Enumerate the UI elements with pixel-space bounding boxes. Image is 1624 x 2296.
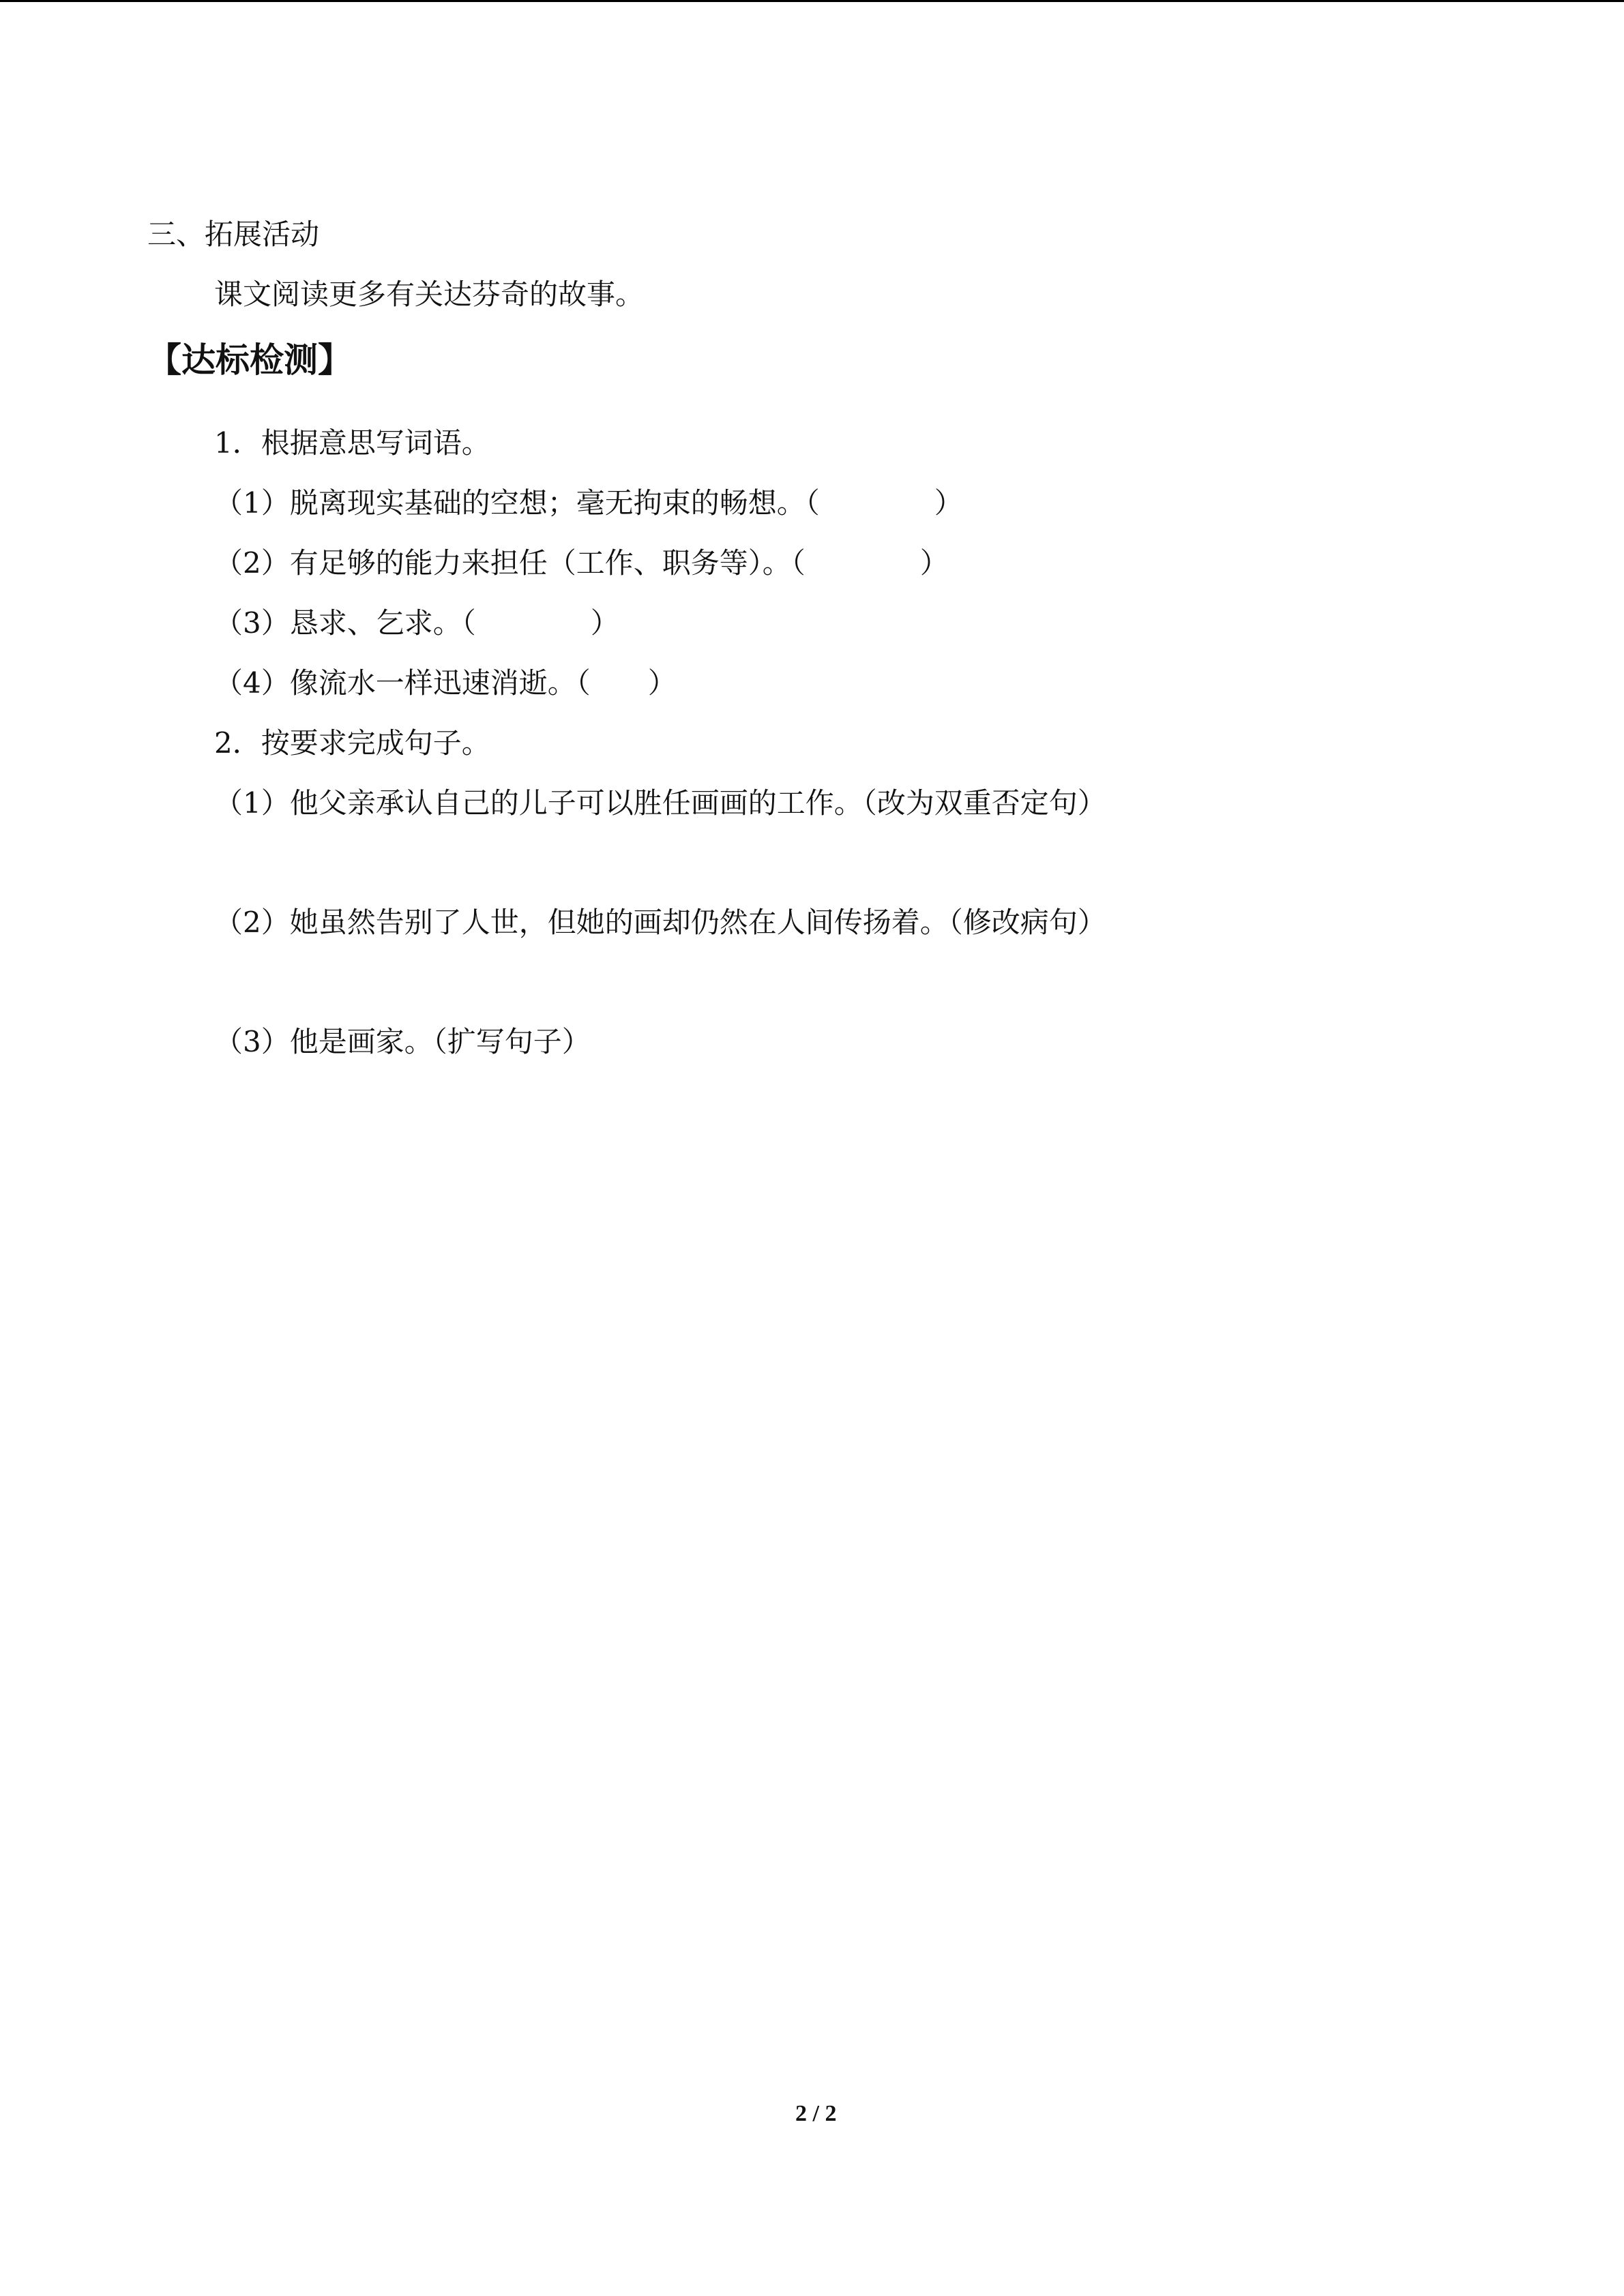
page-top-border <box>0 0 1624 2</box>
section-three-activity: 课文阅读更多有关达芬奇的故事。 <box>214 278 645 311</box>
question-1-item-4: （4）像流水一样迅速消逝。（ ） <box>214 666 677 700</box>
question-1-title: 1．根据意思写词语。 <box>214 426 490 460</box>
question-2-title: 2．按要求完成句子。 <box>214 726 490 760</box>
question-2-item-2: （2）她虽然告别了人世，但她的画却仍然在人间传扬着。（修改病句） <box>214 906 1106 939</box>
question-1-item-2: （2）有足够的能力来担任（工作、职务等）。（ ） <box>214 546 949 580</box>
question-2-item-1: （1）他父亲承认自己的儿子可以胜任画画的工作。（改为双重否定句） <box>214 786 1106 820</box>
assessment-heading: 【达标检测】 <box>147 340 352 380</box>
question-1-item-3: （3）恳求、乞求。（ ） <box>214 606 619 640</box>
question-1-item-1: （1）脱离现实基础的空想；毫无拘束的畅想。（ ） <box>214 486 963 520</box>
page-number: 2 / 2 <box>795 2101 837 2126</box>
question-2-item-3: （3）他是画家。（扩写句子） <box>214 1025 591 1058</box>
section-three-title: 三、拓展活动 <box>147 218 320 251</box>
